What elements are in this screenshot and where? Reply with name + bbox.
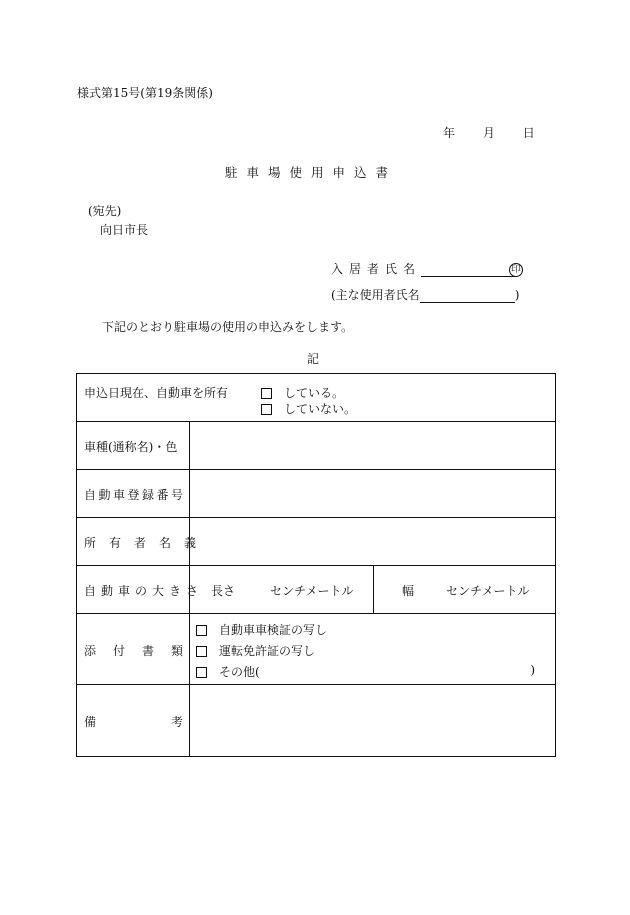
checkbox-icon[interactable] [261, 404, 272, 415]
checkbox-icon[interactable] [196, 646, 207, 657]
width-unit: センチメートル [446, 584, 530, 598]
attachments-label-char: 書 [141, 644, 154, 658]
addressee-name: 向日市長 [100, 223, 149, 237]
ownership-option-yes-label: している。 [284, 386, 345, 400]
user-name-field[interactable] [420, 288, 515, 303]
ownership-option-no[interactable] [261, 400, 356, 417]
registration-field[interactable] [190, 470, 555, 517]
vehicle-type-label: 車種(通称名)・色 [84, 440, 178, 454]
ownership-option-yes[interactable] [261, 384, 344, 401]
year-label: 年 [443, 126, 456, 140]
day-label: 日 [522, 126, 535, 140]
attachments-list [190, 614, 555, 684]
width-field[interactable] [374, 566, 555, 613]
ownership-option-no-label: していない。 [284, 402, 357, 416]
attachment-item[interactable] [196, 621, 327, 638]
registration-label: 自動車登録番号 [84, 488, 186, 502]
owner-name-row [77, 518, 555, 566]
registration-row [77, 470, 555, 518]
length-field[interactable] [190, 566, 374, 613]
attachment-item[interactable] [196, 663, 260, 680]
ownership-label: 申込日現在、自動車を所有 [84, 386, 229, 400]
length-label: 長さ [211, 584, 236, 598]
application-statement: 下記のとおり駐車場の使用の申込みをします。 [102, 320, 354, 334]
attachment-item[interactable] [196, 642, 315, 659]
checkbox-icon[interactable] [261, 388, 272, 399]
remarks-label-char: 考 [170, 715, 183, 729]
owner-name-label: 所有者名義 [84, 536, 210, 550]
checkbox-icon[interactable] [196, 625, 207, 636]
remarks-field[interactable] [190, 685, 555, 756]
vehicle-type-row [77, 422, 555, 470]
checkbox-icon[interactable] [196, 667, 207, 678]
length-unit: センチメートル [270, 584, 354, 598]
remarks-label-char: 備 [84, 715, 97, 729]
vehicle-size-label: 自動車の大きさ [84, 584, 204, 598]
user-name-label: (主な使用者氏名 [331, 288, 420, 302]
attachment-item-label: 運転免許証の写し [219, 644, 316, 658]
application-table [76, 373, 556, 757]
remarks-label [84, 713, 183, 730]
attachment-item-label: 自動車車検証の写し [219, 623, 328, 637]
attachments-label-char: 類 [170, 644, 183, 658]
remarks-label-cell [77, 685, 190, 756]
width-label: 幅 [402, 584, 415, 598]
owner-name-field[interactable] [190, 518, 555, 565]
attachment-item-label: その他( [219, 665, 260, 679]
resident-name-field[interactable] [421, 262, 516, 277]
resident-name-row [331, 260, 523, 277]
addressee-label: (宛先) [88, 204, 122, 218]
owner-name-label-cell [77, 518, 210, 565]
date-line [443, 124, 535, 141]
attachments-label-char: 付 [112, 644, 125, 658]
vehicle-size-label-cell [77, 566, 204, 613]
attachments-label-char: 添 [84, 644, 97, 658]
month-label: 月 [482, 126, 495, 140]
registration-label-cell [77, 470, 190, 517]
document-title: 駐車場使用申込書 [225, 165, 398, 180]
attachments-label [84, 642, 183, 659]
attachments-row [77, 614, 555, 685]
remarks-row [77, 685, 555, 756]
resident-name-label: 入居者氏名 [331, 262, 422, 276]
attachments-label-cell [77, 614, 190, 684]
user-name-close: ) [514, 288, 520, 302]
seal-icon: 印 [509, 263, 523, 277]
vehicle-type-label-cell [77, 422, 190, 469]
attachment-other-close: ) [530, 663, 535, 677]
ownership-row [77, 374, 555, 422]
vehicle-type-field[interactable] [190, 422, 555, 469]
user-name-row [331, 286, 519, 303]
form-number: 様式第15号(第19条関係) [77, 86, 213, 100]
vehicle-size-row [77, 566, 555, 614]
ki-heading: 記 [307, 352, 320, 366]
